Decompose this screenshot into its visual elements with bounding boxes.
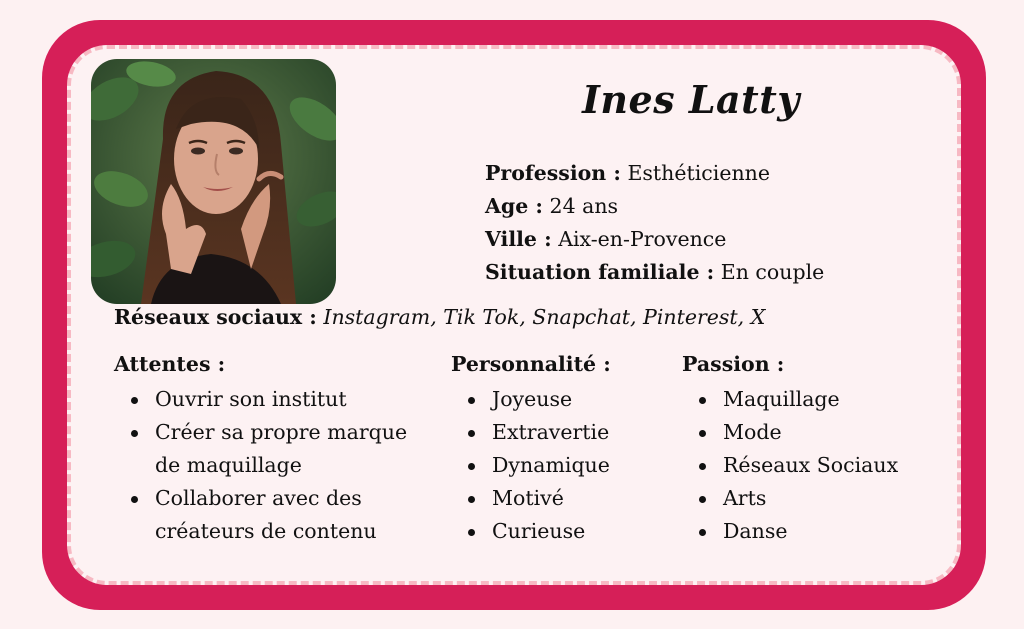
list-item: Maquillage (682, 383, 942, 416)
passion-list (682, 383, 942, 548)
list-item: Motivé (451, 482, 651, 515)
list-item: Danse (682, 515, 942, 548)
list-item: Joyeuse (451, 383, 651, 416)
personnalite-list (451, 383, 651, 548)
age-row (485, 190, 824, 223)
list-item: Créer sa propre marque de maquillage (114, 416, 414, 482)
list-item: Ouvrir son institut (114, 383, 414, 416)
profession-label: Profession : (485, 161, 621, 185)
passion-title: Passion : (682, 352, 785, 376)
list-item: Dynamique (451, 449, 651, 482)
age-label: Age : (485, 194, 543, 218)
attentes-title: Attentes : (114, 352, 226, 376)
list-item: Extravertie (451, 416, 651, 449)
profession-value: Esthéticienne (627, 161, 770, 185)
personnalite-section (451, 349, 651, 548)
attentes-section (114, 349, 414, 548)
attentes-list (114, 383, 414, 548)
social-networks-row (114, 305, 765, 329)
list-item: Mode (682, 416, 942, 449)
city-value: Aix-en-Provence (558, 227, 727, 251)
list-item: Réseaux Sociaux (682, 449, 942, 482)
city-label: Ville : (485, 227, 552, 251)
list-item: Collaborer avec des créateurs de contenu (114, 482, 414, 548)
age-value: 24 ans (549, 194, 619, 218)
list-item: Curieuse (451, 515, 651, 548)
social-networks-label: Réseaux sociaux : (114, 305, 317, 329)
profession-row (485, 157, 824, 190)
profile-info (485, 157, 824, 289)
persona-name: Ines Latty (582, 77, 800, 122)
city-row (485, 223, 824, 256)
family-row (485, 256, 824, 289)
persona-card (67, 45, 961, 585)
persona-card-frame (42, 20, 986, 610)
passion-section (682, 349, 942, 548)
family-value: En couple (720, 260, 825, 284)
personnalite-title: Personnalité : (451, 352, 611, 376)
family-label: Situation familiale : (485, 260, 715, 284)
social-networks-value: Instagram, Tik Tok, Snapchat, Pinterest, X (323, 305, 766, 329)
profile-photo (91, 59, 336, 304)
list-item: Arts (682, 482, 942, 515)
